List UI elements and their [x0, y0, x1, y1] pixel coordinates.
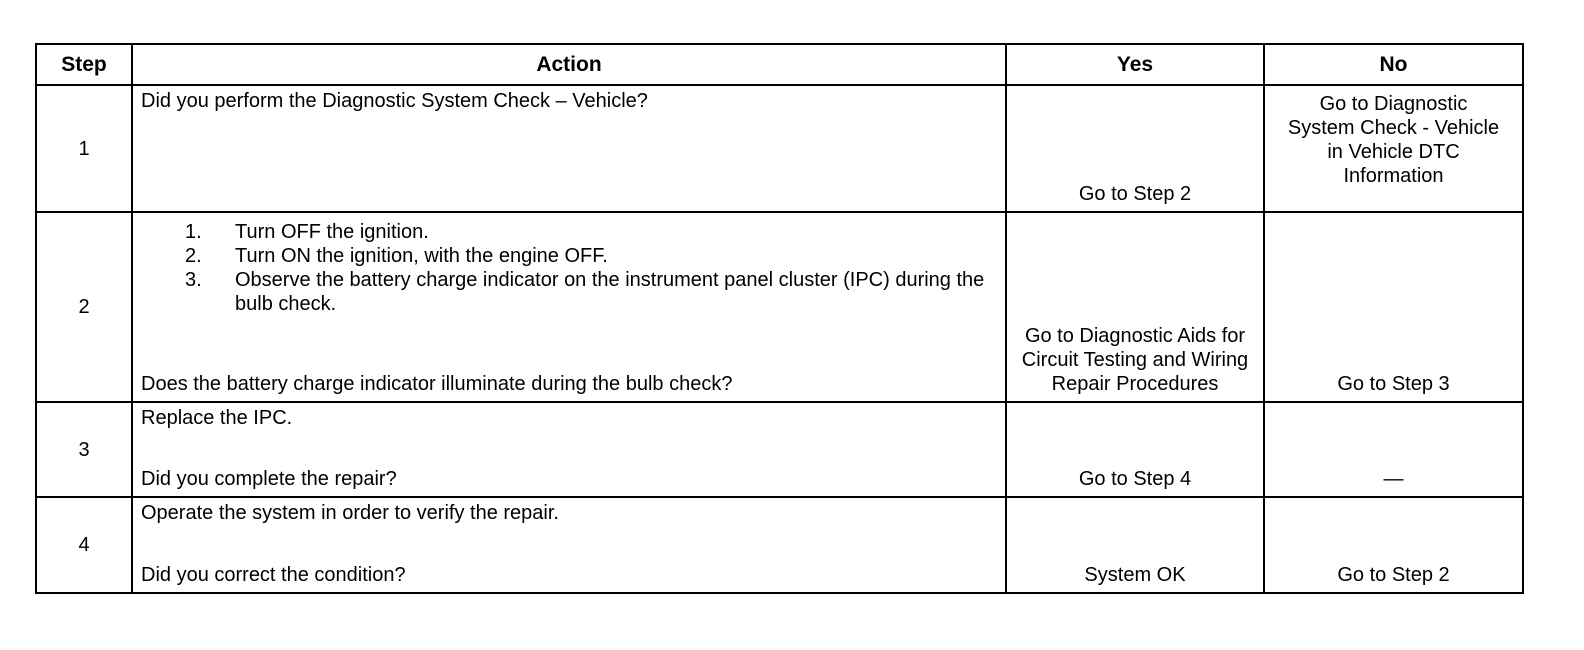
action-question: Did you correct the condition? — [141, 564, 406, 586]
table-row — [36, 497, 1523, 593]
no-result: Go to Step 2 — [1264, 497, 1523, 593]
instruction-text: Observe the battery charge indicator on the instrument panel cluster (IPC) during the bulb check. — [235, 269, 985, 315]
instruction-list — [141, 220, 997, 316]
step-number: 4 — [36, 497, 132, 593]
header-action: Action — [132, 44, 1006, 85]
step-number: 2 — [36, 212, 132, 402]
table-row — [36, 85, 1523, 212]
instruction-number: 2. — [185, 245, 202, 267]
instruction-item — [185, 220, 997, 244]
no-result-text: Go to Diagnostic System Check - Vehicle in Vehicle DTC Information — [1287, 93, 1500, 187]
no-result: Go to Step 3 — [1264, 212, 1523, 402]
header-yes: Yes — [1006, 44, 1264, 85]
action-question: Did you perform the Diagnostic System Check – Vehicle? — [141, 90, 648, 112]
header-no: No — [1264, 44, 1523, 85]
diagnostic-table — [35, 43, 1524, 594]
action-instruction: Operate the system in order to verify the repair. — [141, 502, 559, 524]
table-header-row — [36, 44, 1523, 85]
instruction-number: 3. — [185, 269, 202, 291]
header-step: Step — [36, 44, 132, 85]
yes-result: Go to Diagnostic Aids for Circuit Testing and Wiring Repair Procedures — [1006, 212, 1264, 402]
action-cell — [132, 497, 1006, 593]
action-question: Did you complete the repair? — [141, 468, 397, 490]
step-number: 3 — [36, 402, 132, 497]
yes-result: Go to Step 4 — [1006, 402, 1264, 497]
action-cell — [132, 212, 1006, 402]
instruction-text: Turn OFF the ignition. — [235, 221, 429, 243]
no-result — [1264, 85, 1523, 212]
instruction-item — [185, 268, 997, 316]
instruction-item — [185, 244, 997, 268]
action-instruction: Replace the IPC. — [141, 407, 293, 429]
table-row — [36, 402, 1523, 497]
yes-result: System OK — [1006, 497, 1264, 593]
action-cell — [132, 85, 1006, 212]
instruction-text: Turn ON the ignition, with the engine OFF. — [235, 245, 608, 267]
instruction-number: 1. — [185, 221, 202, 243]
step-number: 1 — [36, 85, 132, 212]
no-result: — — [1264, 402, 1523, 497]
action-question: Does the battery charge indicator illuminate during the bulb check? — [141, 373, 733, 395]
table-row — [36, 212, 1523, 402]
action-cell — [132, 402, 1006, 497]
yes-result: Go to Step 2 — [1006, 85, 1264, 212]
